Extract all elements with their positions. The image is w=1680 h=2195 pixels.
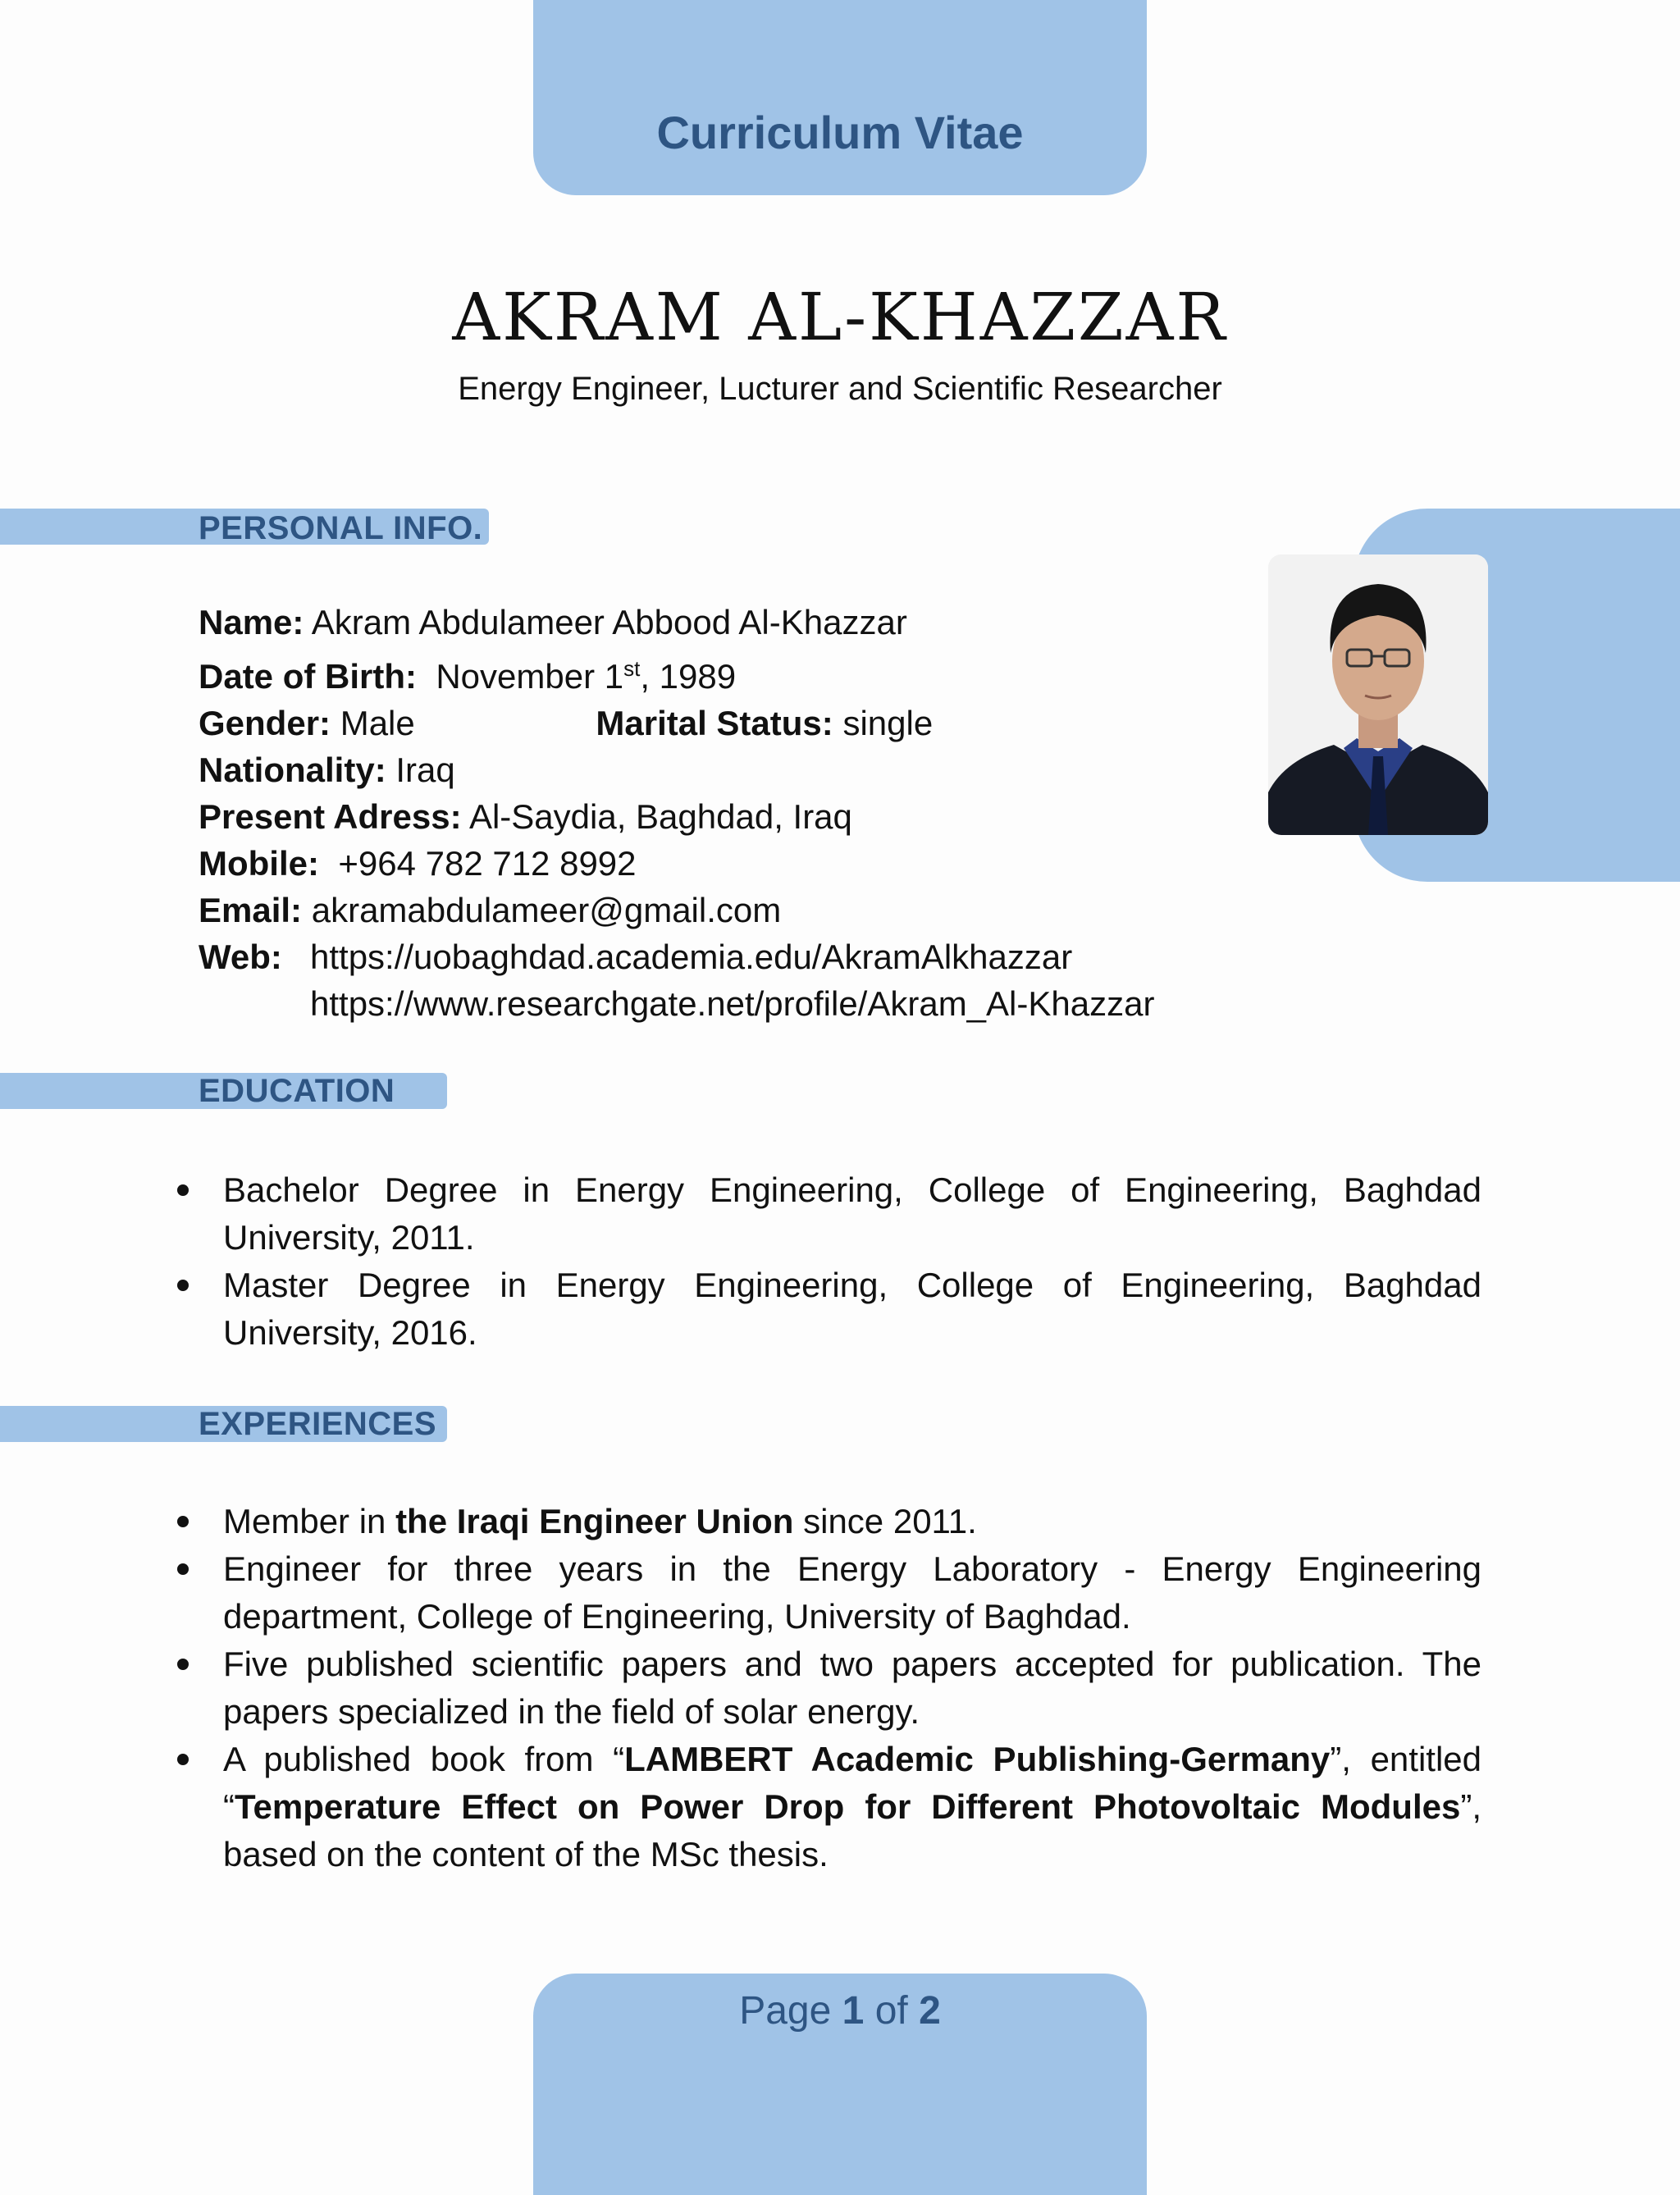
mobile-row bbox=[199, 840, 1154, 887]
nationality-row bbox=[199, 746, 1154, 793]
page-of: of bbox=[864, 1989, 920, 2033]
web-row bbox=[199, 933, 1154, 980]
person-subtitle: Energy Engineer, Lucturer and Scientific Researcher bbox=[458, 371, 1222, 407]
profile-photo bbox=[1268, 554, 1488, 835]
exp4-mid: ”, entitled “ bbox=[223, 1740, 1482, 1826]
list-item: Master Degree in Energy Engineering, College of Engineering, Baghdad University, 2016. bbox=[177, 1262, 1481, 1357]
list-item: Engineer for three years in the Energy Laboratory - Energy Engineering department, College of Engineering, University of Baghdad. bbox=[177, 1545, 1481, 1641]
gender-label: Gender: bbox=[199, 704, 331, 742]
personal-info-heading: PERSONAL INFO. bbox=[199, 510, 483, 546]
name-label: Name: bbox=[199, 603, 304, 641]
person-name: AKRAM AL-KHAZZAR bbox=[452, 279, 1228, 355]
address-row bbox=[199, 793, 1154, 840]
web-link-researchgate[interactable]: https://www.researchgate.net/profile/Akram_Al-Khazzar bbox=[310, 984, 1155, 1023]
list-item: Five published scientific papers and two papers accepted for publication. The papers specialized in the field of solar energy. bbox=[177, 1641, 1481, 1736]
dob-year: , 1989 bbox=[640, 657, 737, 696]
marital-label: Marital Status: bbox=[596, 704, 833, 742]
mobile-value: +964 782 712 8992 bbox=[338, 844, 637, 883]
web-link-academia[interactable]: https://uobaghdad.academia.edu/AkramAlkhazzar bbox=[310, 938, 1073, 976]
exp1-pre: Member in bbox=[223, 1502, 396, 1540]
nationality-label: Nationality: bbox=[199, 751, 386, 789]
list-item: Bachelor Degree in Energy Engineering, College of Engineering, Baghdad University, 2011. bbox=[177, 1166, 1481, 1262]
footer-tab bbox=[533, 1974, 1147, 2195]
web-label: Web: bbox=[199, 938, 282, 976]
dob-month-day: November 1 bbox=[436, 657, 624, 696]
address-label: Present Adress: bbox=[199, 797, 462, 836]
education-list bbox=[177, 1166, 1481, 1357]
gender-value: Male bbox=[340, 704, 415, 742]
exp4-publisher: LAMBERT Academic Publishing-Germany bbox=[624, 1740, 1331, 1778]
dob-label: Date of Birth: bbox=[199, 657, 417, 696]
document-title: Curriculum Vitae bbox=[656, 107, 1024, 158]
personal-info bbox=[199, 599, 1154, 1027]
portrait-icon bbox=[1268, 554, 1488, 835]
marital-value: single bbox=[842, 704, 934, 742]
email-value[interactable]: akramabdulameer@gmail.com bbox=[311, 891, 782, 929]
exp1-post: since 2011. bbox=[793, 1502, 977, 1540]
mobile-label: Mobile: bbox=[199, 844, 319, 883]
education-heading: EDUCATION bbox=[199, 1073, 395, 1109]
email-label: Email: bbox=[199, 891, 303, 929]
exp1-bold: the Iraqi Engineer Union bbox=[395, 1502, 794, 1540]
address-value: Al-Saydia, Baghdad, Iraq bbox=[468, 797, 852, 836]
dob-suffix: st bbox=[623, 656, 641, 681]
page-total: 2 bbox=[919, 1989, 941, 2033]
name-value: Akram Abdulameer Abbood Al-Khazzar bbox=[311, 603, 907, 641]
email-row bbox=[199, 887, 1154, 933]
experiences-heading: EXPERIENCES bbox=[199, 1406, 437, 1442]
experiences-list bbox=[177, 1498, 1481, 1878]
exp4-pre: A published book from “ bbox=[223, 1740, 625, 1778]
exp4-book-title: Temperature Effect on Power Drop for Different Photovoltaic Modules bbox=[235, 1787, 1461, 1826]
gender-row bbox=[199, 700, 1154, 746]
list-item bbox=[177, 1736, 1481, 1878]
nationality-value: Iraq bbox=[395, 751, 455, 789]
exp4-post: ”, based on the content of the MSc thesis. bbox=[223, 1787, 1481, 1873]
page-current: 1 bbox=[842, 1989, 865, 2033]
header-tab bbox=[533, 0, 1147, 195]
list-item bbox=[177, 1498, 1481, 1545]
web-row-2 bbox=[199, 980, 1154, 1027]
page-indicator bbox=[739, 1988, 941, 2195]
name-row bbox=[199, 599, 1154, 646]
page-word: Page bbox=[739, 1989, 842, 2033]
dob-row bbox=[199, 646, 1154, 700]
